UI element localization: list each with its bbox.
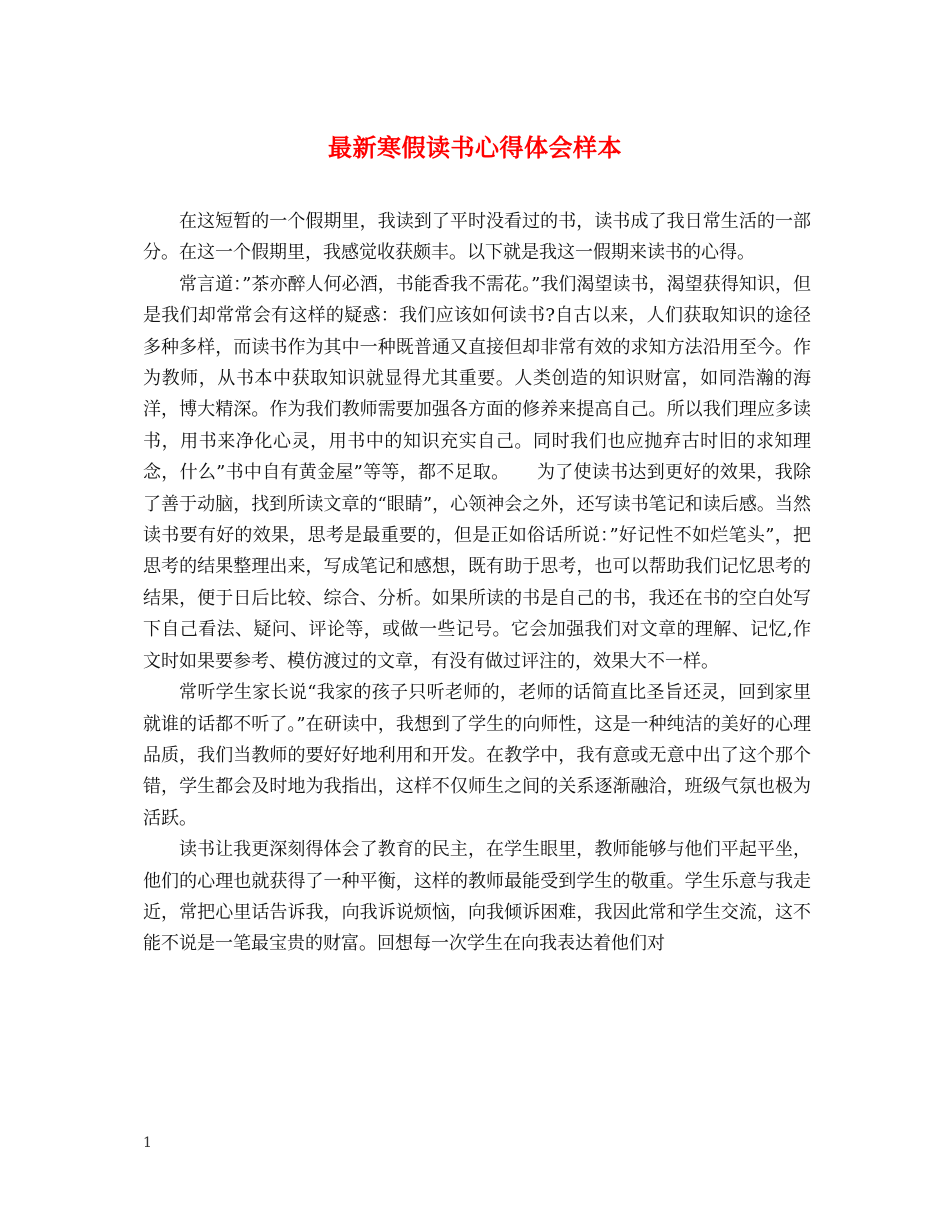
paragraph-1: 在这短暂的一个假期里，我读到了平时没看过的书，读书成了我日常生活的一部分。在这一个假期里，我感觉收获颇丰。以下就是我这一假期来读书的心得。 [143, 211, 811, 264]
document-body [143, 206, 811, 960]
document-title: 最新寒假读书心得体会样本 [328, 133, 622, 162]
paragraph-3: 常听学生家长说“我家的孩子只听老师的，老师的话简直比圣旨还灵，回到家里就谁的话都不听了。”在研读中，我想到了学生的向师性，这是一种纯洁的美好的心理品质，我们当教师的要好好地利用和开发。在教学中，我有意或无意中出了这个那个错，学生都会及时地为我指出，这样不仅师生之间的关系逐渐融洽，班级气氛也极为活跃。 [143, 682, 811, 829]
paragraph-4: 读书让我更深刻得体会了教育的民主，在学生眼里，教师能够与他们平起平坐，他们的心理也就获得了一种平衡，这样的教师最能受到学生的敬重。学生乐意与我走近，常把心里话告诉我，向我诉说烦恼，向我倾诉困难，我因此常和学生交流，这不能不说是一笔最宝贵的财富。回想每一次学生在向我表达着他们对 [143, 839, 811, 955]
page-number: 1 [143, 1135, 152, 1151]
paragraph-2: 常言道：”茶亦醉人何必酒，书能香我不需花。”我们渴望读书，渴望获得知识，但是我们却常常会有这样的疑惑：我们应该如何读书?自古以来，人们获取知识的途径多种多样，而读书作为其中一种既普通又直接但却非常有效的求知方法沿用至今。作为教师，从书本中获取知识就显得尤其重要。人类创造的知识财富，如同浩瀚的海洋，博大精深。作为我们教师需要加强各方面的修养来提高自己。所以我们理应多读书，用书来净化心灵，用书中的知识充实自己。同时我们也应抛弃古时旧的求知理念，什么”书中自有黄金屋”等等，都不足取。 为了使读书达到更好的效果，我除了善于动脑，找到所读文章的“眼睛”，心领神会之外，还写读书笔记和读后感。当然读书要有好的效果，思考是最重要的，但是正如俗话所说：”好记性不如烂笔头”，把思考的结果整理出来，写成笔记和感想，既有助于思考，也可以帮助我们记忆思考的结果，便于日后比较、综合、分析。如果所读的书是自己的书，我还在书的空白处写下自己看法、疑问、评论等，或做一些记号。它会加强我们对文章的理解、记忆,作文时如果要参考、模仿渡过的文章，有没有做过评注的，效果大不一样。 [143, 273, 811, 672]
